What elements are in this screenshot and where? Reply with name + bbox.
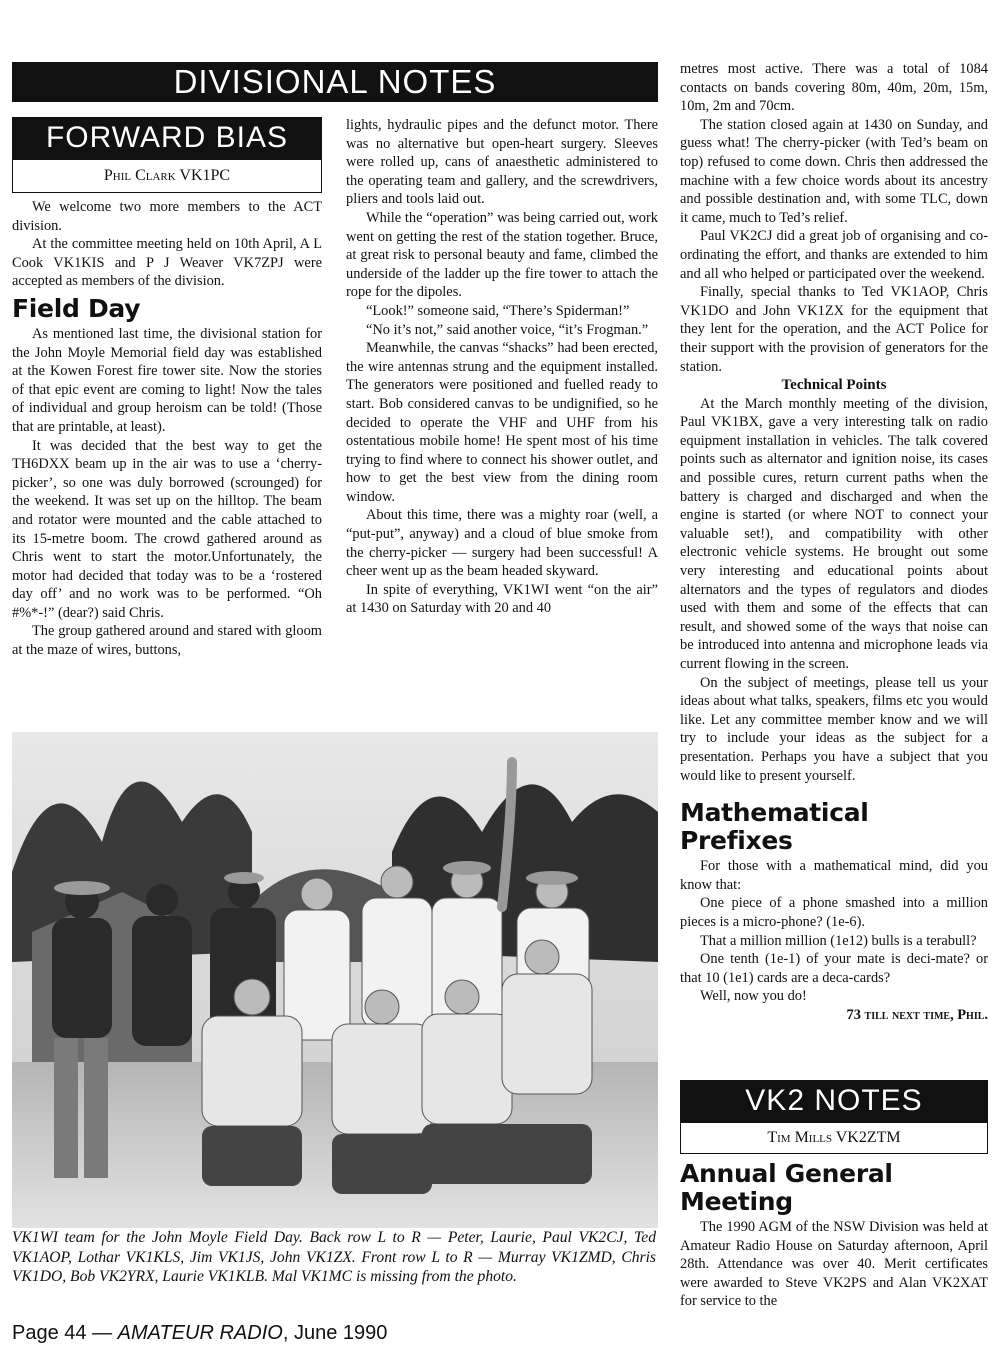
paragraph: About this time, there was a mighty roar (well, a “put-put”, anyway) and a cloud of blue smoke from the cherry-picker — surgery had been successful! A cheer went up as the beam headed skyward.: [346, 507, 658, 580]
group-photo-illustration: [12, 732, 658, 1228]
field-day-heading: Field Day: [12, 293, 141, 323]
paragraph: One tenth (1e-1) of your mate is deci-mate? or that 10 (1e1) cards are a deca-cards?: [680, 951, 988, 986]
paragraph: At the March monthly meeting of the division, Paul VK1BX, gave a very interesting talk on radio equipment installation in vehicles. The talk covered points such as alternator and ignition noise, its cases and possible cures, return current paths when the battery is charged and discharged and when the engine is started (or where NOT to connect your valuable set!), and compatibility with other electronic vehicle systems. He brought out some very interesting and educational points about alternators and the types of regulators and diodes used with them and some of the effects that can result, and showed some of the ways that noise can be introduced into antenna and microphone leads via current flowing in the screen.: [680, 395, 988, 672]
paragraph: At the committee meeting held on 10th April, A L Cook VK1KIS and P J Weaver VK7ZPJ were accepted as members of the division.: [12, 236, 322, 290]
mathematical-prefixes-heading: Mathematical Prefixes: [680, 798, 869, 856]
paragraph: Paul VK2CJ did a great job of organising and co-ordinating the effort, and thanks are extended to him and all who helped or participated over the weekend.: [680, 228, 988, 282]
paragraph: It was decided that the best way to get the TH6DXX beam up in the air was to use a ‘cherry-picker’, so one was duly borrowed (scrounged) for the weekend. It was set up on the hilltop. The beam and rotator were mounted and the cable attached to its 15-metre boom. The crowd gathered around as Chris went to start the motor.Unfortunately, the motor had decided that today was to be a ‘rostered day off’ and no work was to be performed. “Oh #%*-!” (dear?) said Chris.: [12, 437, 322, 621]
paragraph: lights, hydraulic pipes and the defunct motor. There was no alternative but open-heart surgery. Sleeves were rolled up, cans of anaesthetic administered to the operating team and gallery, and the screwdrivers, pliers and tools laid out.: [346, 117, 658, 208]
footer-page: Page 44 —: [12, 1322, 118, 1344]
paragraph: “No it’s not,” said another voice, “it’s Frogman.”: [366, 321, 649, 338]
paragraph: In spite of everything, VK1WI went “on the air” at 1430 on Saturday with 20 and 40: [346, 581, 658, 617]
divisional-notes-title: DIVISIONAL NOTES: [173, 63, 497, 100]
forward-bias-author: Phil Clark VK1PC: [103, 167, 231, 184]
forward-bias-title: FORWARD BIAS: [45, 121, 289, 154]
vk2-notes-author: Tim Mills VK2ZTM: [767, 1129, 901, 1146]
paragraph: Well, now you do!: [700, 988, 807, 1005]
paragraph: For those with a mathematical mind, did you know that:: [680, 858, 988, 893]
column-1: [12, 198, 322, 660]
paragraph: “Look!” someone said, “There’s Spiderman!”: [366, 302, 630, 319]
paragraph: The group gathered around and stared with gloom at the maze of wires, buttons,: [12, 623, 322, 659]
vk2-column: [680, 1156, 988, 1311]
paragraph: Finally, special thanks to Ted VK1AOP, Chris VK1DO and John VK1ZX for the equipment that they lent for the operation, and the ACT Police for their support with the provision of generators for the station.: [680, 284, 988, 375]
paragraph: The station closed again at 1430 on Sunday, and guess what! The cherry-picker (with Ted’s beam on top) refused to come down. Chris then addressed the machine with a few choice words about its ancestry and possible destination and, with some TLC, down it came, much to Ted’s relief.: [680, 116, 988, 226]
paragraph: Meanwhile, the canvas “shacks” had been erected, the wire antennas strung and the equipment installed. The generators were positioned and fuelled ready to start. Bob considered canvas to be undignified, so he decided to operate the VHF and UHF from his ostentatious mobile home! He spent most of his time trying to find where to connect his shower outlet, and how to get the best view from the dining room window.: [346, 340, 658, 505]
paragraph: That a million million (1e12) bulls is a terabull?: [700, 932, 977, 949]
footer-magazine: AMATEUR RADIO: [117, 1322, 283, 1344]
annual-general-meeting-heading: Annual General Meeting: [680, 1159, 893, 1216]
forward-bias-banner: [12, 117, 322, 159]
column-2: [346, 116, 658, 618]
column-3: [680, 60, 988, 1025]
paragraph: metres most active. There was a total of 1084 contacts on bands covering 80m, 40m, 20m, 15m, 10m, 2m and 70cm.: [680, 61, 988, 115]
vk2-notes-byline: [680, 1122, 988, 1154]
paragraph: The 1990 AGM of the NSW Division was held at Amateur Radio House on Saturday afternoon, April 28th. Attendance was over 40. Merit certificates were awarded to Steve VK2PS and Alan VK2XAT for service to the: [680, 1219, 988, 1310]
paragraph: One piece of a phone smashed into a million pieces is a micro-phone? (1e-6).: [680, 895, 988, 930]
page-footer: [12, 1322, 387, 1345]
paragraph: While the “operation” was being carried out, work went on getting the rest of the station together. Bruce, at great risk to personal beauty and fame, climbed the underside of the ladder up the fire tower to attach the rope for the dipoles.: [346, 209, 658, 301]
paragraph: On the subject of meetings, please tell us your ideas about what talks, speakers, films etc you would like. Let any committee member know and we will try to include your ideas as the subject for a presentation. Perhaps you have a subject that you would like to present yourself.: [680, 674, 988, 784]
forward-bias-byline: [12, 159, 322, 193]
vk2-notes-title: VK2 NOTES: [745, 1084, 923, 1117]
paragraph: As mentioned last time, the divisional station for the John Moyle Memorial field day was established at the Kowen Forest fire tower site. Now the stories of that epic event are coming to light! Now the tales of individual and group heroism can be told! (Those that are printable, at least).: [12, 325, 322, 435]
technical-points-heading: Technical Points: [781, 377, 887, 394]
footer-date: , June 1990: [282, 1322, 388, 1344]
paragraph: We welcome two more members to the ACT division.: [12, 199, 322, 234]
divisional-notes-banner: [12, 62, 658, 102]
photo-caption: VK1WI team for the John Moyle Field Day. Back row L to R — Peter, Laurie, Paul VK2CJ, Ted VK1AOP, Lothar VK1KLS, Jim VK1JS, John VK1ZX. Front row L to R — Murray VK1ZMD, Chris VK1DO, Bob VK2YRX, Laurie VK1KLB. Mal VK1MC is missing from the photo.: [12, 1229, 656, 1285]
vk2-notes-banner: [680, 1080, 988, 1122]
group-photo: [12, 732, 658, 1228]
signoff: 73 till next time, Phil.: [846, 1006, 988, 1023]
